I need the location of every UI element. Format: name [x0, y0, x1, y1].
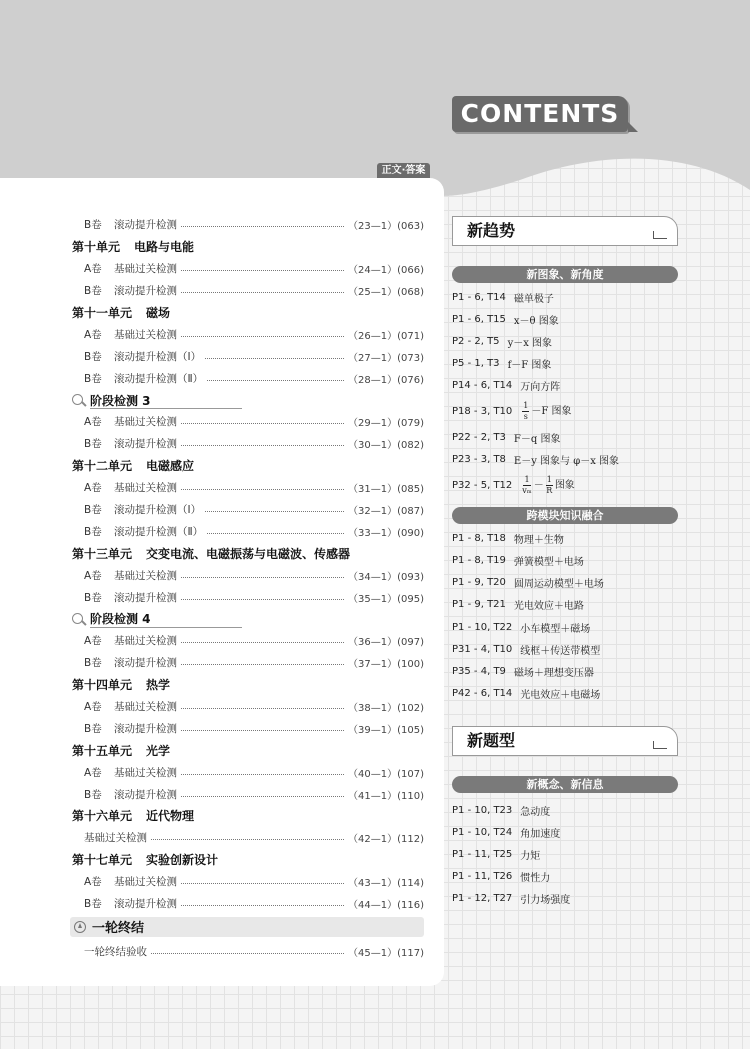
- leader-dots: [205, 511, 344, 512]
- volume-label: A卷: [84, 328, 102, 341]
- entry-name: 滚动提升检测（Ⅰ）: [114, 350, 202, 363]
- toc-entry[interactable]: [72, 367, 424, 389]
- section-title: 新趋势: [467, 221, 516, 240]
- toc-entry[interactable]: [72, 214, 424, 236]
- toc-entry[interactable]: [72, 280, 424, 302]
- item-code: P14 - 6, T14: [452, 379, 513, 391]
- page-ref: （26—1）(071): [348, 330, 424, 342]
- entry-name: 基础过关检测: [114, 766, 177, 779]
- leader-dots: [181, 708, 344, 709]
- item-code: P35 - 4, T9: [452, 665, 506, 677]
- topic-item[interactable]: [452, 616, 678, 638]
- topic-item[interactable]: [452, 799, 678, 821]
- toc-unit-heading: [72, 674, 424, 696]
- leader-dots: [207, 380, 344, 381]
- topic-item[interactable]: [452, 396, 678, 426]
- item-code: P2 - 2, T5: [452, 335, 500, 347]
- final-name: 一轮终结: [92, 921, 145, 936]
- fraction: [522, 475, 531, 496]
- volume-label: B卷: [84, 350, 102, 363]
- item-code: P5 - 1, T3: [452, 357, 500, 369]
- item-code: P1 - 11, T25: [452, 849, 513, 861]
- top-background-band: [0, 0, 750, 200]
- unit-number: 第十单元: [72, 240, 121, 255]
- page-ref: （41—1）(110): [348, 790, 424, 802]
- stage-underline: [90, 627, 242, 628]
- item-code: P1 - 10, T23: [452, 804, 513, 816]
- toc-entry[interactable]: [72, 696, 424, 718]
- unit-name: 实验创新设计: [146, 853, 219, 868]
- leader-dots: [181, 664, 344, 665]
- toc-entry[interactable]: [72, 258, 424, 280]
- page-ref: （38—1）(102): [348, 703, 424, 715]
- item-desc: 磁单极子: [513, 293, 554, 305]
- volume-label: A卷: [84, 766, 102, 779]
- group-label-new-concepts: 新概念、新信息: [452, 776, 678, 793]
- page-ref: （27—1）(073): [348, 352, 424, 364]
- toc-unit-heading: [72, 739, 424, 761]
- topic-item[interactable]: [452, 572, 678, 594]
- item-desc: 物理＋生物: [513, 535, 564, 547]
- item-desc: f－F 图象: [507, 359, 552, 371]
- entry-name: 滚动提升检测（Ⅰ）: [114, 504, 202, 517]
- volume-label: B卷: [84, 722, 102, 735]
- desc-post: 图象: [554, 480, 575, 492]
- page-ref: （25—1）(068): [348, 287, 424, 299]
- page-ref: （24—1）(066): [348, 265, 424, 277]
- right-column: [452, 216, 678, 910]
- leader-dots: [181, 883, 344, 884]
- item-code: P1 - 11, T26: [452, 871, 513, 883]
- item-code: P1 - 9, T21: [452, 599, 506, 611]
- page-ref: （35—1）(095): [348, 593, 424, 605]
- entry-name: 基础过关检测: [114, 701, 177, 714]
- contents-banner: CONTENTS: [452, 96, 628, 132]
- volume-label: A卷: [84, 569, 102, 582]
- topic-item[interactable]: [452, 822, 678, 844]
- unit-number: 第十五单元: [72, 743, 133, 758]
- page-ref: （31—1）(085): [348, 484, 424, 496]
- entry-name: 滚动提升检测: [114, 657, 177, 670]
- toc-entry[interactable]: [72, 871, 424, 893]
- toc-unit-heading: [72, 455, 424, 477]
- page-ref: （39—1）(105): [348, 724, 424, 736]
- unit-number: 第十二单元: [72, 459, 133, 474]
- entry-name: 一轮终结验收: [84, 945, 147, 958]
- topic-item[interactable]: [452, 330, 678, 352]
- volume-label: B卷: [84, 504, 102, 517]
- item-list: [452, 528, 678, 705]
- toc-unit-heading: [72, 542, 424, 564]
- toc-entry[interactable]: [72, 323, 424, 345]
- page-ref: （37—1）(100): [348, 659, 424, 671]
- item-desc: 圆周运动模型＋电场: [513, 579, 604, 591]
- toc-stage-heading: [72, 608, 424, 630]
- section-title: 新题型: [467, 731, 516, 751]
- volume-label: A卷: [84, 876, 102, 889]
- item-desc: 弹簧模型＋电场: [513, 557, 584, 569]
- toc-entry[interactable]: [72, 717, 424, 739]
- leader-dots: [205, 358, 344, 359]
- group-label-cross-module: 跨模块知识融合: [452, 507, 678, 524]
- unit-name: 近代物理: [146, 809, 195, 824]
- topic-item[interactable]: [452, 660, 678, 682]
- item-code: P32 - 5, T12: [452, 480, 513, 492]
- leader-dots: [151, 953, 344, 954]
- toc-entry[interactable]: [72, 630, 424, 652]
- unit-number: 第十六单元: [72, 809, 133, 824]
- leader-dots: [181, 226, 344, 227]
- unit-name: 交变电流、电磁振荡与电磁波、传感器: [146, 546, 351, 561]
- unit-number: 第十四单元: [72, 678, 133, 693]
- unit-name: 光学: [146, 743, 171, 758]
- desc-mid: －: [533, 480, 544, 492]
- entry-name: 滚动提升检测（Ⅱ）: [114, 372, 204, 385]
- item-desc: 小车模型＋磁场: [520, 623, 591, 635]
- stage-name: 阶段检测 4: [90, 612, 151, 627]
- tab-label: 正文·答案: [377, 163, 430, 179]
- toc-entry[interactable]: [72, 827, 424, 849]
- entry-name: 滚动提升检测: [114, 591, 177, 604]
- toc-entry[interactable]: [72, 411, 424, 433]
- leader-dots: [207, 533, 344, 534]
- unit-number: 第十三单元: [72, 546, 133, 561]
- topic-item[interactable]: [452, 888, 678, 910]
- leader-dots: [181, 489, 344, 490]
- desc-post: －F 图象: [531, 405, 572, 417]
- fraction-numerator: 1: [523, 400, 529, 410]
- unit-number: 第十七单元: [72, 853, 133, 868]
- entry-name: 滚动提升检测: [114, 722, 177, 735]
- toc-entry[interactable]: [72, 586, 424, 608]
- toc-entry[interactable]: [72, 564, 424, 586]
- corner-bracket-icon: [653, 741, 667, 749]
- leader-dots: [181, 599, 344, 600]
- topic-item[interactable]: [452, 286, 678, 308]
- toc-unit-heading: [72, 805, 424, 827]
- toc-entry[interactable]: [72, 499, 424, 521]
- topic-item[interactable]: [452, 449, 678, 471]
- toc-entry[interactable]: [72, 941, 424, 963]
- section-header-new-question-types: [452, 726, 678, 756]
- topic-item[interactable]: [452, 471, 678, 501]
- toc-unit-heading: [72, 236, 424, 258]
- topic-item[interactable]: [452, 550, 678, 572]
- item-code: P1 - 6, T15: [452, 313, 506, 325]
- leader-dots: [181, 730, 344, 731]
- entry-name: 基础过关检测: [114, 482, 177, 495]
- page-ref: （42—1）(112): [348, 834, 424, 846]
- item-list: [452, 286, 678, 501]
- item-desc: 急动度: [520, 806, 551, 818]
- volume-label: B卷: [84, 657, 102, 670]
- item-desc: [520, 475, 575, 496]
- page-ref: （30—1）(082): [348, 440, 424, 452]
- page-ref: （45—1）(117): [348, 947, 424, 959]
- entry-name: 基础过关检测: [114, 876, 177, 889]
- entry-name: 滚动提升检测: [114, 219, 177, 232]
- leader-dots: [181, 423, 344, 424]
- topic-item[interactable]: [452, 638, 678, 660]
- page-ref: （36—1）(097): [348, 637, 424, 649]
- volume-label: B卷: [84, 591, 102, 604]
- item-desc: E－y 图象与 φ－x 图象: [513, 456, 620, 468]
- entry-name: 滚动提升检测: [114, 898, 177, 911]
- fraction-numerator: 1: [546, 475, 552, 485]
- stage-underline: [90, 408, 242, 409]
- volume-label: A卷: [84, 701, 102, 714]
- toc-entry[interactable]: [72, 783, 424, 805]
- item-code: P1 - 10, T24: [452, 827, 513, 839]
- leader-dots: [181, 270, 344, 271]
- fraction-denominator: s: [523, 411, 528, 421]
- leader-dots: [181, 577, 344, 578]
- item-desc: 引力场强度: [520, 895, 571, 907]
- volume-label: B卷: [84, 525, 102, 538]
- volume-label: A卷: [84, 635, 102, 648]
- item-code: P1 - 8, T18: [452, 533, 506, 545]
- page-ref: （40—1）(107): [348, 768, 424, 780]
- toc-list: [72, 214, 424, 962]
- toc-entry[interactable]: [72, 652, 424, 674]
- entry-name: 滚动提升检测: [114, 438, 177, 451]
- page-ref: （44—1）(116): [348, 900, 424, 912]
- magnifier-icon: [72, 613, 83, 624]
- item-desc: 磁场＋理想变压器: [513, 667, 594, 679]
- page-ref: （43—1）(114): [348, 878, 424, 890]
- item-desc: 万向方阵: [520, 381, 561, 393]
- fraction-denominator: R: [546, 486, 553, 496]
- item-desc: 角加速度: [520, 829, 561, 841]
- leader-dots: [151, 839, 344, 840]
- toc-entry[interactable]: [72, 893, 424, 915]
- page-ref: （28—1）(076): [348, 374, 424, 386]
- page-ref: （32—1）(087): [348, 506, 424, 518]
- item-code: P1 - 8, T19: [452, 555, 506, 567]
- item-code: P23 - 3, T8: [452, 454, 506, 466]
- stage-name: 阶段检测 3: [90, 393, 151, 408]
- toc-stage-heading: [72, 389, 424, 411]
- item-code: P1 - 12, T27: [452, 893, 513, 905]
- unit-name: 磁场: [146, 306, 171, 320]
- upload-arrow-icon: [74, 921, 86, 933]
- leader-dots: [181, 336, 344, 337]
- entry-name: 滚动提升检测: [114, 788, 177, 801]
- fraction: [522, 401, 529, 422]
- item-code: P31 - 4, T10: [452, 643, 513, 655]
- volume-label: A卷: [84, 263, 102, 276]
- item-desc: 惯性力: [520, 873, 551, 885]
- topic-item[interactable]: [452, 682, 678, 704]
- item-code: P18 - 3, T10: [452, 405, 513, 417]
- toc-entry[interactable]: [72, 433, 424, 455]
- leader-dots: [181, 774, 344, 775]
- item-code: P1 - 10, T22: [452, 621, 513, 633]
- volume-label: B卷: [84, 219, 102, 232]
- topic-item[interactable]: [452, 528, 678, 550]
- item-code: P1 - 9, T20: [452, 577, 506, 589]
- entry-name: 基础过关检测: [114, 328, 177, 341]
- corner-bracket-icon: [653, 231, 667, 239]
- unit-name: 电路与电能: [134, 240, 195, 255]
- entry-name: 基础过关检测: [114, 569, 177, 582]
- toc-final-heading: [70, 917, 424, 937]
- toc-entry[interactable]: [72, 520, 424, 542]
- item-code: P22 - 2, T3: [452, 432, 506, 444]
- item-desc: x－θ 图象: [513, 315, 559, 327]
- item-desc: 光电效应＋电磁场: [520, 689, 601, 701]
- volume-label: A卷: [84, 482, 102, 495]
- item-desc: 光电效应＋电路: [513, 601, 584, 613]
- volume-label: B卷: [84, 898, 102, 911]
- group-label-new-graphs: 新图象、新角度: [452, 266, 678, 283]
- toc-unit-heading: [72, 302, 424, 324]
- entry-name: 基础过关检测: [84, 832, 147, 845]
- page-ref: （33—1）(090): [348, 527, 424, 539]
- unit-name: 热学: [146, 678, 171, 693]
- magnifier-icon: [72, 394, 83, 405]
- entry-name: 基础过关检测: [114, 416, 177, 429]
- fraction-numerator: 1: [524, 475, 530, 485]
- leader-dots: [181, 905, 344, 906]
- unit-number: 第十一单元: [72, 306, 133, 320]
- page-ref: （29—1）(079): [348, 418, 424, 430]
- topic-item[interactable]: [452, 844, 678, 866]
- topic-item[interactable]: [452, 426, 678, 448]
- item-code: P42 - 6, T14: [452, 687, 513, 699]
- entry-name: 滚动提升检测: [114, 285, 177, 298]
- item-list: [452, 799, 678, 909]
- item-code: P1 - 6, T14: [452, 291, 506, 303]
- toc-entry[interactable]: [72, 345, 424, 367]
- item-desc: y－x 图象: [507, 337, 553, 349]
- topic-item[interactable]: [452, 866, 678, 888]
- volume-label: B卷: [84, 285, 102, 298]
- topic-item[interactable]: [452, 352, 678, 374]
- section-header-new-trends: [452, 216, 678, 246]
- leader-dots: [181, 445, 344, 446]
- item-desc: 线框＋传送带模型: [520, 645, 601, 657]
- page-ref: （23—1）(063): [348, 221, 424, 233]
- fraction-denominator: vₘ: [522, 486, 532, 496]
- topic-item[interactable]: [452, 594, 678, 616]
- unit-name: 电磁感应: [146, 459, 195, 474]
- leader-dots: [181, 292, 344, 293]
- entry-name: 滚动提升检测（Ⅱ）: [114, 525, 204, 538]
- volume-label: B卷: [84, 788, 102, 801]
- entry-name: 基础过关检测: [114, 263, 177, 276]
- volume-label: B卷: [84, 438, 102, 451]
- volume-label: A卷: [84, 416, 102, 429]
- toc-entry[interactable]: [72, 761, 424, 783]
- toc-unit-heading: [72, 849, 424, 871]
- leader-dots: [181, 796, 344, 797]
- item-desc: 力矩: [520, 851, 541, 863]
- toc-entry[interactable]: [72, 477, 424, 499]
- topic-item[interactable]: [452, 374, 678, 396]
- entry-name: 基础过关检测: [114, 635, 177, 648]
- fraction: [546, 475, 553, 496]
- volume-label: B卷: [84, 372, 102, 385]
- item-desc: [520, 401, 571, 422]
- topic-item[interactable]: [452, 308, 678, 330]
- leader-dots: [181, 642, 344, 643]
- item-desc: F－q 图象: [513, 434, 561, 446]
- page-ref: （34—1）(093): [348, 571, 424, 583]
